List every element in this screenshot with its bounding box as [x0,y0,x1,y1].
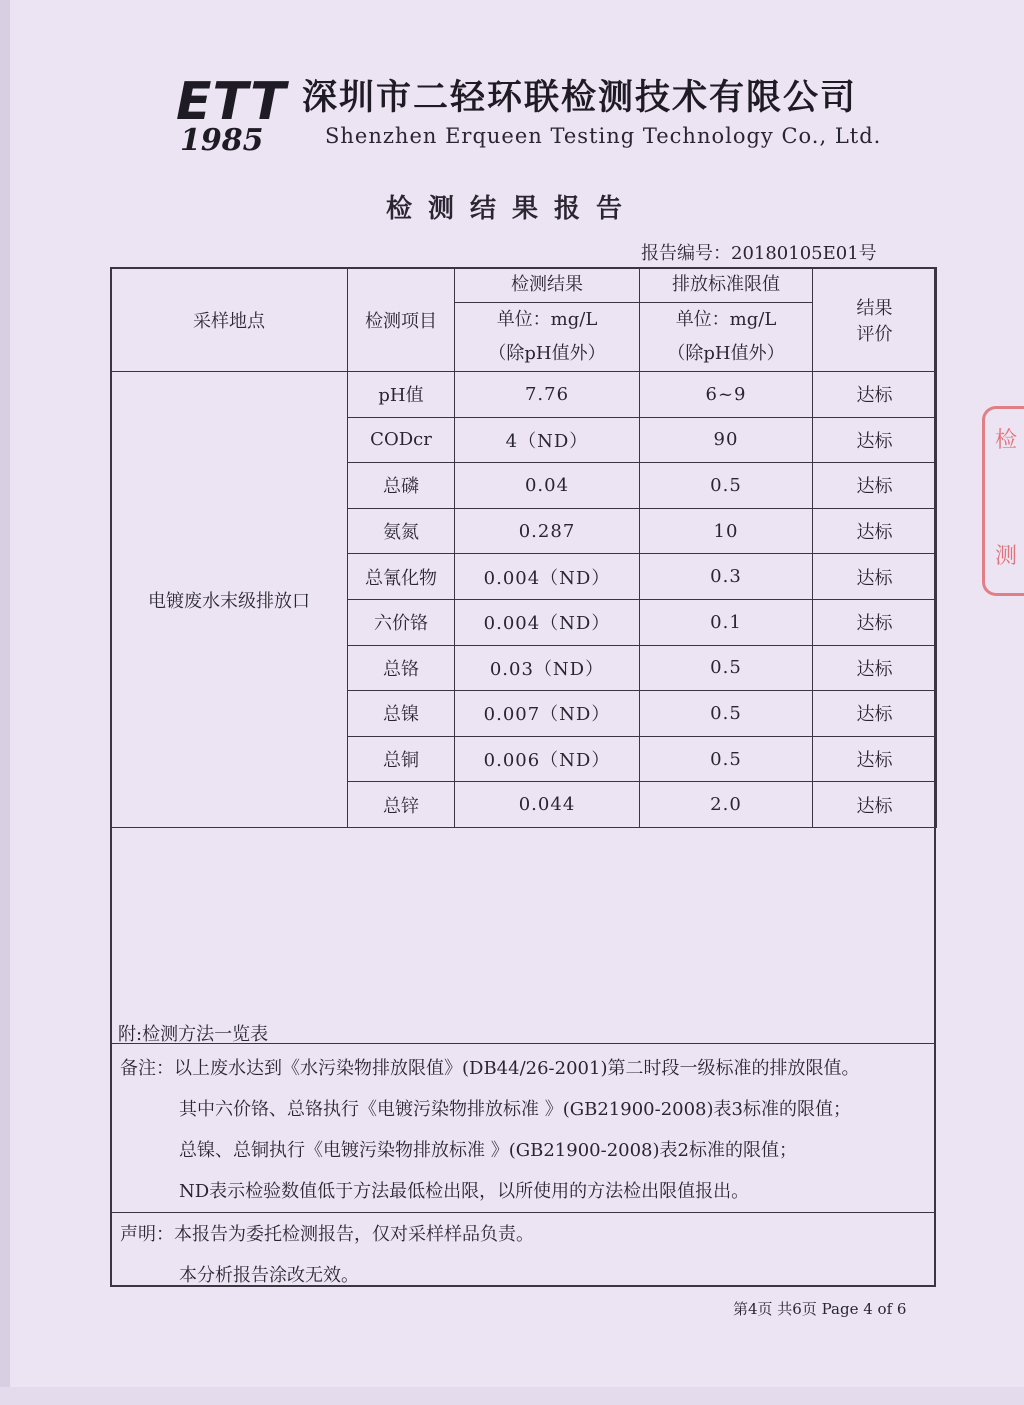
remark-line: ND表示检验数值低于方法最低检出限，以所使用的方法检出限值报出。 [179,1181,750,1202]
row-result: 0.03（ND） [455,645,640,691]
row-item: 总镍 [348,691,455,737]
logo-year: 1985 [180,123,264,158]
logo-text: ETT [176,72,287,132]
declaration-block [120,1214,534,1296]
row-evaluation: 达标 [813,691,937,737]
row-result: 0.006（ND） [455,736,640,782]
row-limit: 6~9 [640,372,813,418]
report-number: 报告编号：20180105E01号 [641,243,877,264]
row-result: 0.04 [455,463,640,509]
row-evaluation: 达标 [813,463,937,509]
row-limit: 2.0 [640,782,813,828]
remark-line: 其中六价铬、总铬执行《电镀污染物排放标准 》(GB21900-2008)表3标准的限值； [179,1099,851,1120]
standard-unit-note: （除pH值外） [640,337,813,372]
row-evaluation: 达标 [813,645,937,691]
row-limit: 0.3 [640,554,813,600]
company-name-cn: 深圳市二轻环联检测技术有限公司 [302,77,858,118]
row-result: 0.004（ND） [455,554,640,600]
row-limit: 0.5 [640,463,813,509]
row-result: 0.044 [455,782,640,828]
divider [110,1212,936,1213]
header-eval-line2: 评价 [856,323,893,345]
row-evaluation: 达标 [813,736,937,782]
results-table [110,267,937,828]
row-item: 六价铬 [348,599,455,645]
header-evaluation [813,268,937,372]
row-result: 0.004（ND） [455,599,640,645]
sampling-location: 电镀废水末级排放口 [111,372,348,828]
report-title: 检测结果报告 [385,194,638,224]
row-evaluation: 达标 [813,417,937,463]
row-limit: 10 [640,508,813,554]
divider [110,1043,936,1044]
row-limit: 0.5 [640,736,813,782]
remark-line: 总镍、总铜执行《电镀污染物排放标准 》(GB21900-2008)表2标准的限值； [179,1140,797,1161]
row-item: 氨氮 [348,508,455,554]
row-result: 4（ND） [455,417,640,463]
row-limit: 0.5 [640,645,813,691]
stamp-char: 测 [995,544,1018,569]
row-evaluation: 达标 [813,599,937,645]
row-evaluation: 达标 [813,554,937,600]
row-item: 总铜 [348,736,455,782]
result-unit-note: （除pH值外） [455,337,640,372]
stamp-char: 检 [995,428,1018,453]
row-item: 总铬 [348,645,455,691]
header-eval-line1: 结果 [856,297,893,319]
declaration-line: 声明：本报告为委托检测报告，仅对采样样品负责。 [120,1224,534,1245]
page-bottom-edge [0,1387,1024,1405]
row-limit: 0.1 [640,599,813,645]
row-item: 总锌 [348,782,455,828]
header-location: 采样地点 [111,268,348,372]
row-limit: 90 [640,417,813,463]
table-row [111,372,937,418]
standard-unit: 单位：mg/L [640,303,813,338]
attachment-note: 附:检测方法一览表 [118,1024,269,1045]
page-number: 第4页 共6页 Page 4 of 6 [733,1300,907,1318]
row-item: 总磷 [348,463,455,509]
row-evaluation: 达标 [813,372,937,418]
row-result: 0.007（ND） [455,691,640,737]
row-item: pH值 [348,372,455,418]
header-standard: 排放标准限值 [640,268,813,303]
header-row [111,268,937,303]
result-unit: 单位：mg/L [455,303,640,338]
row-evaluation: 达标 [813,508,937,554]
company-logo [176,72,296,158]
company-name-en: Shenzhen Erqueen Testing Technology Co., Ltd. [325,124,882,148]
remarks-block [120,1048,859,1212]
row-result: 7.76 [455,372,640,418]
row-item: 总氰化物 [348,554,455,600]
declaration-line: 本分析报告涂改无效。 [179,1265,359,1286]
row-limit: 0.5 [640,691,813,737]
remark-line: 备注：以上废水达到《水污染物排放限值》(DB44/26-2001)第二时段一级标准的排放限值。 [120,1058,860,1079]
row-evaluation: 达标 [813,782,937,828]
header-result: 检测结果 [455,268,640,303]
row-result: 0.287 [455,508,640,554]
header-item: 检测项目 [348,268,455,372]
partial-seal-stamp [982,406,1024,596]
row-item: CODcr [348,417,455,463]
